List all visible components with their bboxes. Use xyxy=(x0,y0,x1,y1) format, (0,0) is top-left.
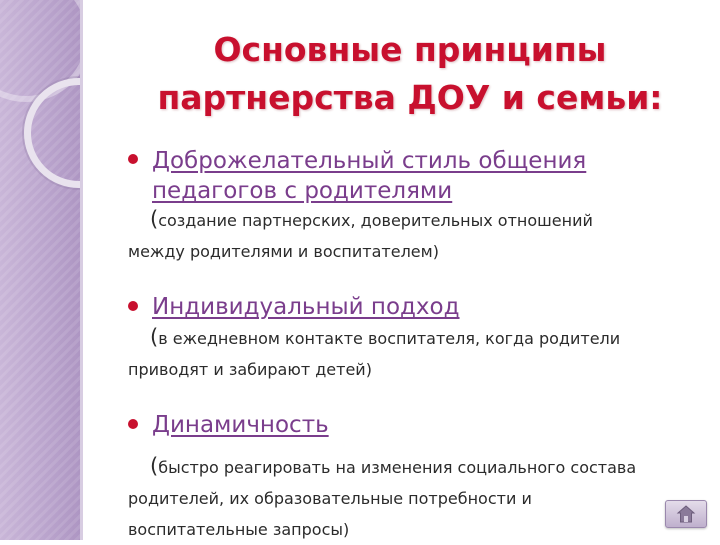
desc-line: приводят и забирают детей) xyxy=(128,360,372,379)
desc-line xyxy=(128,204,703,236)
principle-heading xyxy=(152,292,460,322)
home-icon xyxy=(676,504,696,524)
desc-line: между родителями и воспитателем) xyxy=(128,242,439,261)
desc-text: быстро реагировать на изменения социального состава xyxy=(158,458,637,477)
bullet-icon xyxy=(128,154,138,164)
desc-text: создание партнерских, доверительных отношений xyxy=(158,211,593,230)
title-line-1: Основные принципы xyxy=(213,30,607,69)
principle-description xyxy=(128,204,703,267)
bullet-icon xyxy=(128,301,138,311)
desc-line: родителей, их образовательные потребности и xyxy=(128,489,532,508)
heading-line: Динамичность xyxy=(152,412,329,438)
principle-description xyxy=(128,451,703,545)
sidebar-divider xyxy=(80,0,83,540)
bullet-icon xyxy=(128,419,138,429)
desc-line: воспитательные запросы) xyxy=(128,520,350,539)
home-button[interactable] xyxy=(665,500,707,528)
principle-heading xyxy=(152,410,329,440)
heading-line: Индивидуальный подход xyxy=(152,294,460,320)
desc-line xyxy=(128,451,703,483)
decorative-sidebar xyxy=(0,0,82,540)
heading-line: педагогов с родителями xyxy=(152,178,453,204)
open-paren: ( xyxy=(150,454,159,478)
desc-text: в ежедневном контакте воспитателя, когда родители xyxy=(158,329,621,348)
heading-line: Доброжелательный стиль общения xyxy=(152,148,587,174)
desc-line xyxy=(128,322,703,354)
slide-title xyxy=(110,26,710,122)
title-line-2: партнерства ДОУ и семьи: xyxy=(157,78,663,117)
open-paren: ( xyxy=(150,207,159,231)
open-paren: ( xyxy=(150,325,159,349)
principle-description xyxy=(128,322,703,385)
principle-heading xyxy=(152,146,586,206)
